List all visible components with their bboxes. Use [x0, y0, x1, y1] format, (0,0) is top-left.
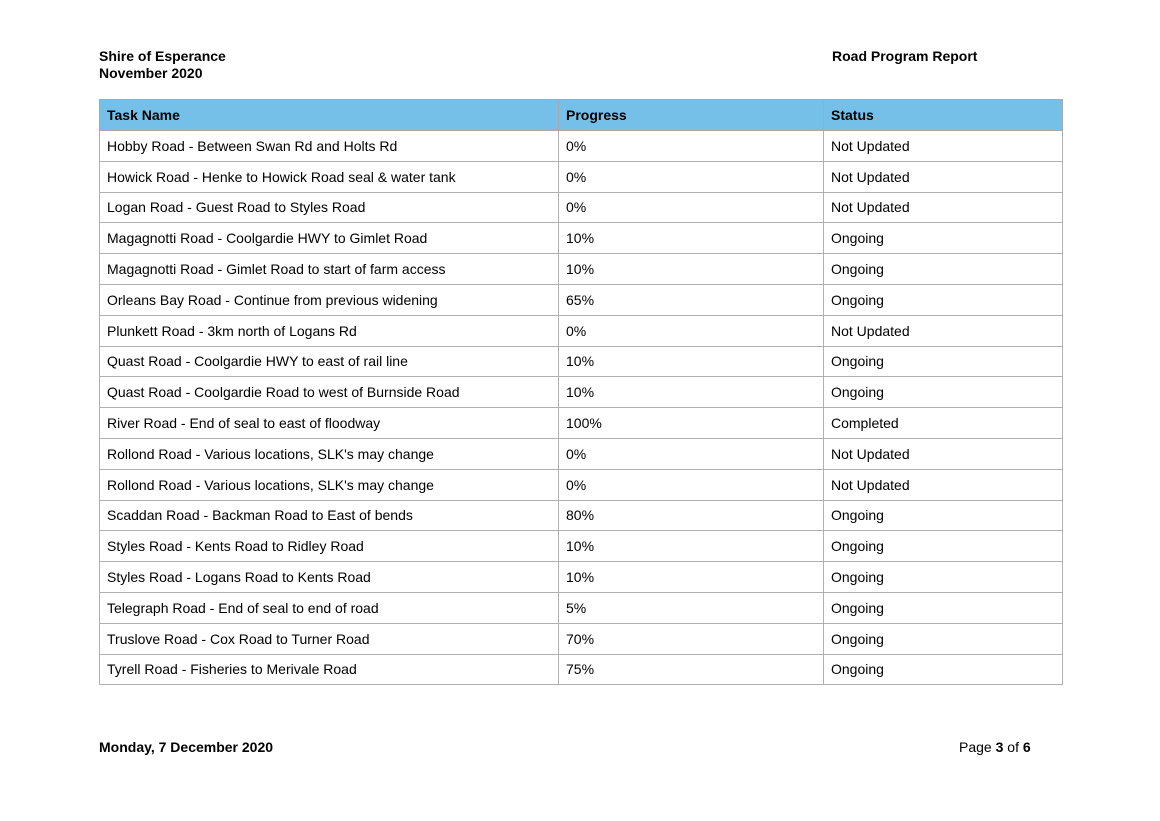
task-name-cell: Magagnotti Road - Coolgardie HWY to Gimlet Road — [100, 223, 559, 254]
table-row — [100, 531, 1063, 562]
progress-cell: 70% — [559, 623, 824, 654]
status-cell: Ongoing — [824, 562, 1063, 593]
table-row — [100, 438, 1063, 469]
task-name-cell: Howick Road - Henke to Howick Road seal & water tank — [100, 161, 559, 192]
table-row — [100, 500, 1063, 531]
organisation-name: Shire of Esperance — [99, 48, 226, 64]
status-cell: Ongoing — [824, 377, 1063, 408]
table-row — [100, 161, 1063, 192]
progress-cell: 0% — [559, 131, 824, 162]
status-cell: Not Updated — [824, 469, 1063, 500]
column-header-status: Status — [824, 100, 1063, 131]
status-cell: Ongoing — [824, 254, 1063, 285]
status-cell: Not Updated — [824, 131, 1063, 162]
progress-cell: 65% — [559, 284, 824, 315]
progress-cell: 0% — [559, 438, 824, 469]
progress-cell: 5% — [559, 592, 824, 623]
task-name-cell: Styles Road - Kents Road to Ridley Road — [100, 531, 559, 562]
task-name-cell: Quast Road - Coolgardie Road to west of Burnside Road — [100, 377, 559, 408]
task-name-cell: Rollond Road - Various locations, SLK's may change — [100, 438, 559, 469]
status-cell: Completed — [824, 408, 1063, 439]
task-name-cell: Rollond Road - Various locations, SLK's may change — [100, 469, 559, 500]
page-number — [959, 739, 1031, 755]
progress-cell: 100% — [559, 408, 824, 439]
status-cell: Ongoing — [824, 500, 1063, 531]
status-cell: Ongoing — [824, 284, 1063, 315]
table-body — [100, 131, 1063, 685]
page-current: 3 — [995, 739, 1004, 755]
progress-cell: 10% — [559, 346, 824, 377]
table-row — [100, 131, 1063, 162]
status-cell: Ongoing — [824, 346, 1063, 377]
table-row — [100, 562, 1063, 593]
table-row — [100, 408, 1063, 439]
page-total: 6 — [1022, 739, 1031, 755]
table-row — [100, 592, 1063, 623]
table-header-row — [100, 100, 1063, 131]
table-row — [100, 623, 1063, 654]
status-cell: Not Updated — [824, 161, 1063, 192]
status-cell: Ongoing — [824, 592, 1063, 623]
status-cell: Not Updated — [824, 192, 1063, 223]
progress-cell: 10% — [559, 562, 824, 593]
status-cell: Not Updated — [824, 438, 1063, 469]
task-name-cell: Quast Road - Coolgardie HWY to east of rail line — [100, 346, 559, 377]
status-cell: Ongoing — [824, 654, 1063, 685]
task-name-cell: Telegraph Road - End of seal to end of road — [100, 592, 559, 623]
report-period: November 2020 — [99, 64, 203, 81]
task-name-cell: Truslove Road - Cox Road to Turner Road — [100, 623, 559, 654]
table-row — [100, 192, 1063, 223]
progress-cell: 10% — [559, 254, 824, 285]
task-name-cell: Logan Road - Guest Road to Styles Road — [100, 192, 559, 223]
progress-cell: 80% — [559, 500, 824, 531]
progress-cell: 0% — [559, 315, 824, 346]
page-of: of — [1007, 739, 1019, 755]
task-name-cell: River Road - End of seal to east of floodway — [100, 408, 559, 439]
task-name-cell: Orleans Bay Road - Continue from previous widening — [100, 284, 559, 315]
table-row — [100, 254, 1063, 285]
task-name-cell: Scaddan Road - Backman Road to East of bends — [100, 500, 559, 531]
progress-cell: 10% — [559, 531, 824, 562]
progress-cell: 0% — [559, 161, 824, 192]
progress-cell: 0% — [559, 469, 824, 500]
column-header-progress: Progress — [559, 100, 824, 131]
status-cell: Ongoing — [824, 531, 1063, 562]
road-program-table — [99, 99, 1063, 685]
progress-cell: 10% — [559, 223, 824, 254]
progress-cell: 75% — [559, 654, 824, 685]
task-name-cell: Hobby Road - Between Swan Rd and Holts Rd — [100, 131, 559, 162]
status-cell: Ongoing — [824, 223, 1063, 254]
column-header-task-name: Task Name — [100, 100, 559, 131]
progress-cell: 10% — [559, 377, 824, 408]
table-row — [100, 469, 1063, 500]
status-cell: Not Updated — [824, 315, 1063, 346]
report-title: Road Program Report — [832, 48, 978, 64]
table-row — [100, 223, 1063, 254]
report-header-left — [99, 48, 226, 81]
task-name-cell: Styles Road - Logans Road to Kents Road — [100, 562, 559, 593]
progress-cell: 0% — [559, 192, 824, 223]
table-row — [100, 654, 1063, 685]
table-row — [100, 377, 1063, 408]
table-row — [100, 315, 1063, 346]
task-name-cell: Tyrell Road - Fisheries to Merivale Road — [100, 654, 559, 685]
report-date: Monday, 7 December 2020 — [99, 739, 274, 755]
table-row — [100, 284, 1063, 315]
task-name-cell: Magagnotti Road - Gimlet Road to start of farm access — [100, 254, 559, 285]
table-row — [100, 346, 1063, 377]
status-cell: Ongoing — [824, 623, 1063, 654]
task-name-cell: Plunkett Road - 3km north of Logans Rd — [100, 315, 559, 346]
page-prefix: Page — [959, 739, 992, 755]
